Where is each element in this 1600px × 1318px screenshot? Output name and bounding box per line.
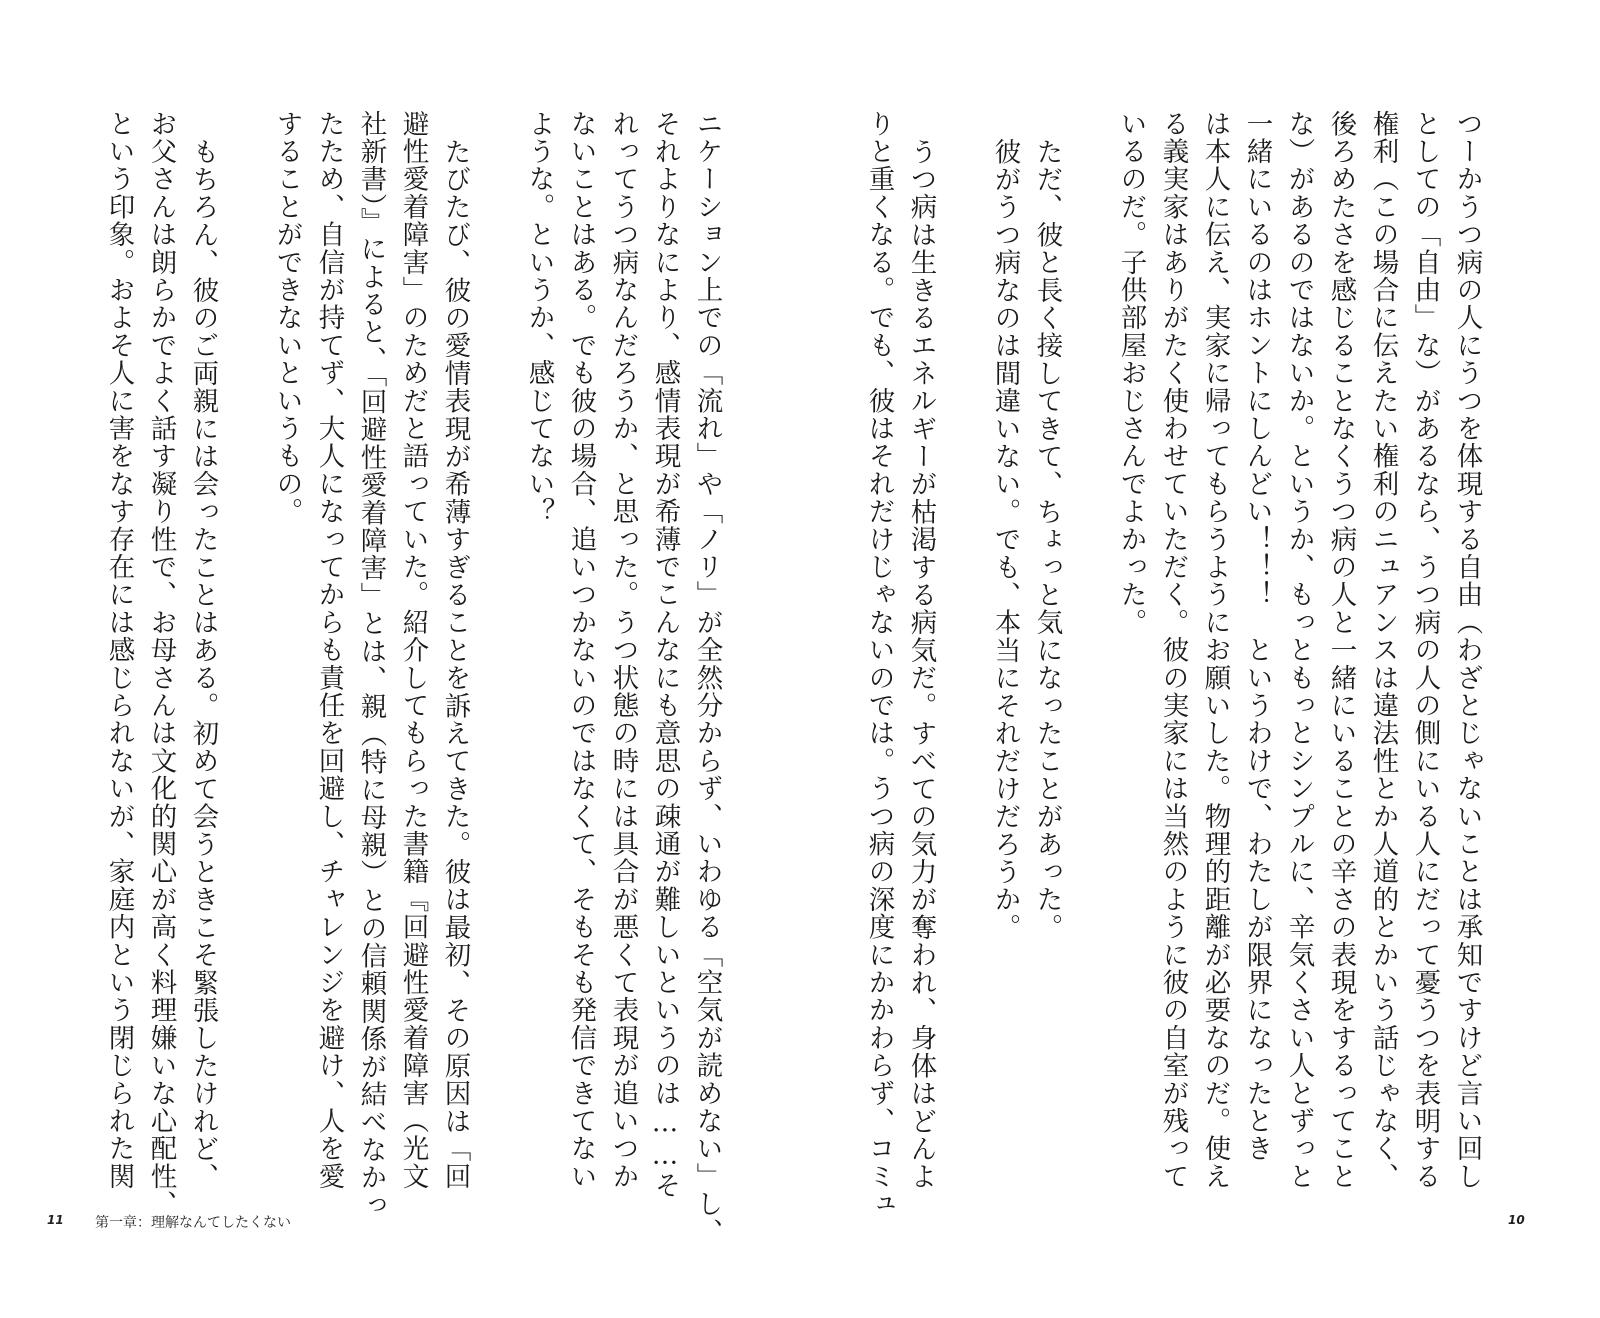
text-line: 彼がうつ病なのは間違いない。でも、本当にそれだけだろうか。 xyxy=(989,138,1021,942)
text-line: もちろん、彼のご両親には会ったことはある。初めて会うときこそ緊張したけれど、 xyxy=(187,138,219,1191)
text-line: ような。というか、感じてない？ xyxy=(523,110,555,526)
text-line: することができないというもの。 xyxy=(271,110,303,526)
text-line: という印象。およそ人に害をなす存在には感じられないが、家庭内という閉じられた関 xyxy=(103,110,135,1191)
text-line: いるのだ。子供部屋おじさんでよかった。 xyxy=(1115,110,1147,637)
text-line: としての「自由」な）があるなら、うつ病の人の側にいる人にだって憂うつを表明する xyxy=(1409,110,1441,1191)
text-line: な）があるのではないか。というか、もっともっとシンプルに、辛気くさい人とずっと xyxy=(1283,110,1315,1191)
text-line: 後ろめたさを感じることなくうつ病の人と一緒にいることの辛さの表現をするってこと xyxy=(1325,110,1357,1191)
right-page xyxy=(800,0,1600,1318)
text-line: りと重くなる。でも、彼はそれだけじゃないのでは。うつ病の深度にかかわらず、コミュ xyxy=(863,110,895,1218)
page-number: 11 xyxy=(47,1213,64,1227)
running-head: 第一章：理解なんてしたくない xyxy=(95,1215,291,1231)
text-line: る義実家はありがたく使わせていただく。彼の実家には当然のように彼の自室が残って xyxy=(1157,110,1189,1191)
text-line: お父さんは朗らかでよく話す凝り性で、お母さんは文化的関心が高く料理嫌いな心配性、 xyxy=(145,110,177,1218)
text-line: 避性愛着障害」のためだと語っていた。紹介してもらった書籍『回避性愛着障害（光文 xyxy=(397,110,429,1191)
text-line: つーかうつ病の人にうつを体現する自由（わざとじゃないことは承知ですけど言い回し xyxy=(1451,110,1483,1191)
text-line: ただ、彼と長く接してきて、ちょっと気になったことがあった。 xyxy=(1031,138,1063,942)
page-number: 10 xyxy=(1508,1213,1525,1227)
text-line: 社新書）』によると、「回避性愛着障害」とは、親（特に母親）との信頼関係が結べなかっ xyxy=(355,110,387,1220)
text-line: たびたび、彼の愛情表現が希薄すぎることを訴えてきた。彼は最初、その原因は「回 xyxy=(439,138,471,1191)
text-line: うつ病は生きるエネルギーが枯渇する病気だ。すべての気力が奪われ、身体はどんよ xyxy=(905,138,937,1191)
text-line: 一緒にいるのはホントにしんどい！！！ というわけで、わたしが限界になったとき xyxy=(1241,110,1273,1163)
text-line: ニケーション上での「流れ」や「ノリ」が全然分からず、いわゆる「空気が読めない」し、 xyxy=(691,110,723,1246)
text-line: ないことはある。でも彼の場合、追いつかないのではなくて、そもそも発信できてない xyxy=(565,110,597,1191)
text-line: れってうつ病なんだろうか、と思った。うつ状態の時には具合が悪くて表現が追いつか xyxy=(607,110,639,1191)
text-line: 権利（この場合に伝えたい権利のニュアンスは違法性とか人道的とかいう話じゃなく、 xyxy=(1367,110,1399,1191)
text-line: たため、自信が持てず、大人になってからも責任を回避し、チャレンジを避け、人を愛 xyxy=(313,110,345,1191)
text-line: それよりなにより、感情表現が希薄でこんなにも意思の疎通が難しいというのは……そ xyxy=(649,110,681,1200)
text-line: は本人に伝え、実家に帰ってもらうようにお願いした。物理的距離が必要なのだ。使え xyxy=(1199,110,1231,1191)
